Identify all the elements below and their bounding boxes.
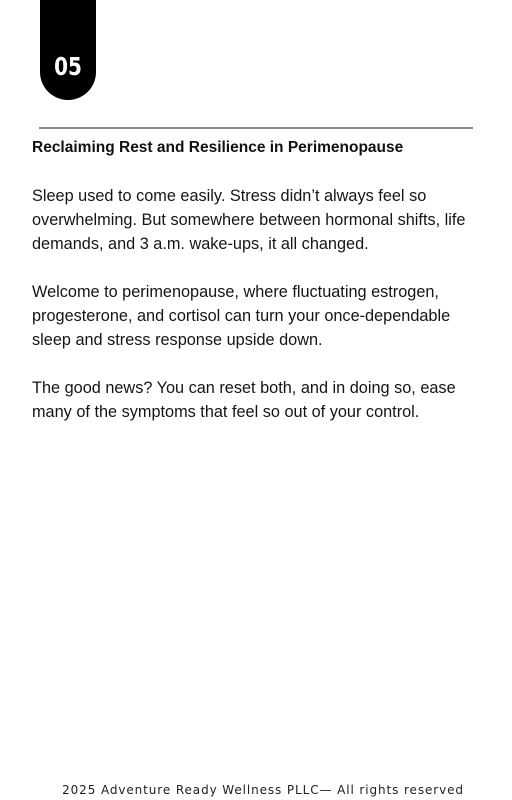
paragraph-3: The good news? You can reset both, and in doing so, ease many of the symptoms that feel so out of your control.: [32, 379, 456, 421]
copyright-footer: 2025 Adventure Ready Wellness PLLC— All rights reserved: [62, 783, 464, 797]
header-divider: [39, 127, 473, 129]
page-number-tab: [40, 0, 96, 100]
article-body: [32, 136, 482, 424]
article-title: Reclaiming Rest and Resilience in Perimenopause: [32, 139, 404, 156]
page-number: 05: [54, 52, 82, 81]
paragraph-1: Sleep used to come easily. Stress didn’t always feel so overwhelming. But somewhere between hormonal shifts, life demands, and 3 a.m. wake-ups, it all changed.: [32, 187, 466, 253]
paragraph-2: Welcome to perimenopause, where fluctuating estrogen, progesterone, and cortisol can turn your once-dependable sleep and stress response upside down.: [32, 283, 451, 349]
